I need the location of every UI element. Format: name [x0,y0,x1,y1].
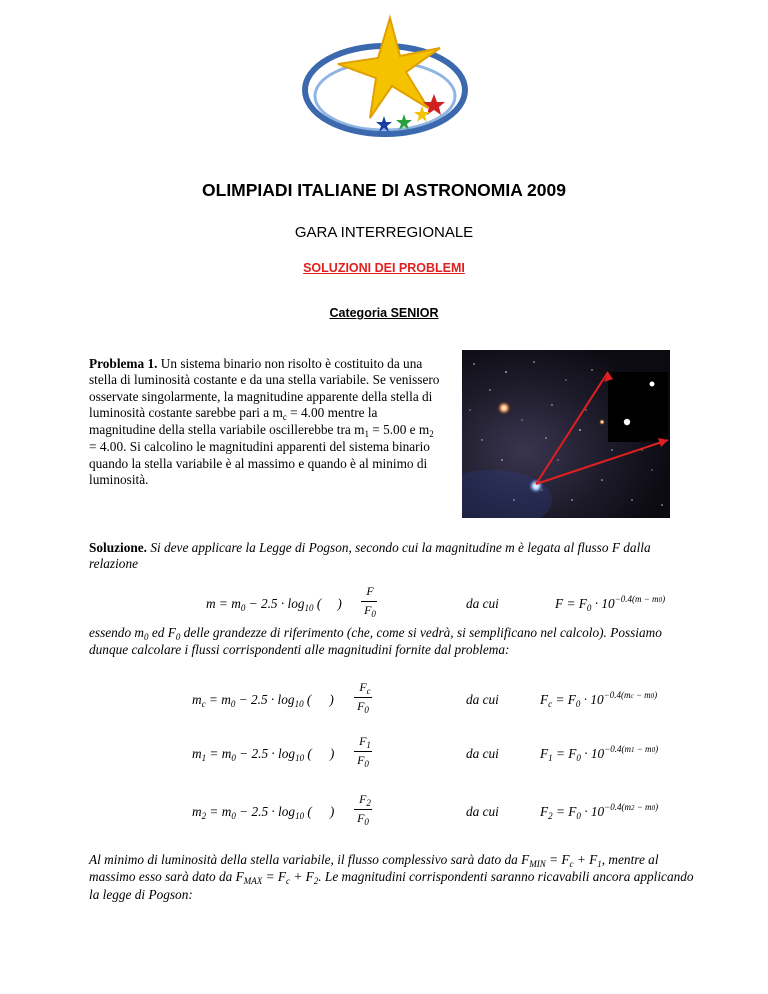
solution-intro: Soluzione. Si deve applicare la Legge di Pogson, secondo cui la magnitudine m è legata al flusso F dalla relazione [89,540,651,572]
red-star-icon [423,94,445,115]
olympiad-logo [300,8,470,146]
problem-1-text: Problema 1. Un sistema binario non risolto è costituito da una stella di luminosità costante e da una stella variabile. Se venissero osservate singolarmente, la magnitudine apparente della stella di luminosità costante sarebbe pari a $m_c = 4.00$ mentre la magnitudine della stella variabile oscillerebbe tra $m_1 = 5.00$ e $m_2 = 4.00$. Si calcolino le magnitudini apparenti del sistema binario quando la stella variabile è al massimo e quando è al minimo di luminosità. [89,356,440,488]
zoom-inset [608,372,668,442]
category-heading: Categoria SENIOR [329,306,439,320]
problem-label: Problema 1. [89,356,158,371]
page-title: OLIMPIADI ITALIANE DI ASTRONOMIA 2009 [202,180,566,200]
final-paragraph: Al minimo di luminosità della stella variabile, il flusso complessivo sarà dato da $F_{MIN} = F_c + F_1$, mentre al massimo esso sarà dato da $F_{MAX} = F_c + F_2$. Le magnitudini corrispondenti saranno ricavabili ancora applicando la legge di Pogson: [89,852,694,902]
after-equation-text: essendo $m_0$ ed $F_0$ delle grandezze di riferimento (che, come si vedrà, si semplificano nel calcolo). Possiamo dunque calcolare i flussi corrispondenti alle magnitudini fornite dal problema: [89,625,662,658]
solutions-heading: SOLUZIONI DEI PROBLEMI [303,261,465,275]
page-subtitle: GARA INTERREGIONALE [294,224,474,241]
star-field-image [462,350,670,518]
solution-label: Soluzione. [89,540,147,555]
